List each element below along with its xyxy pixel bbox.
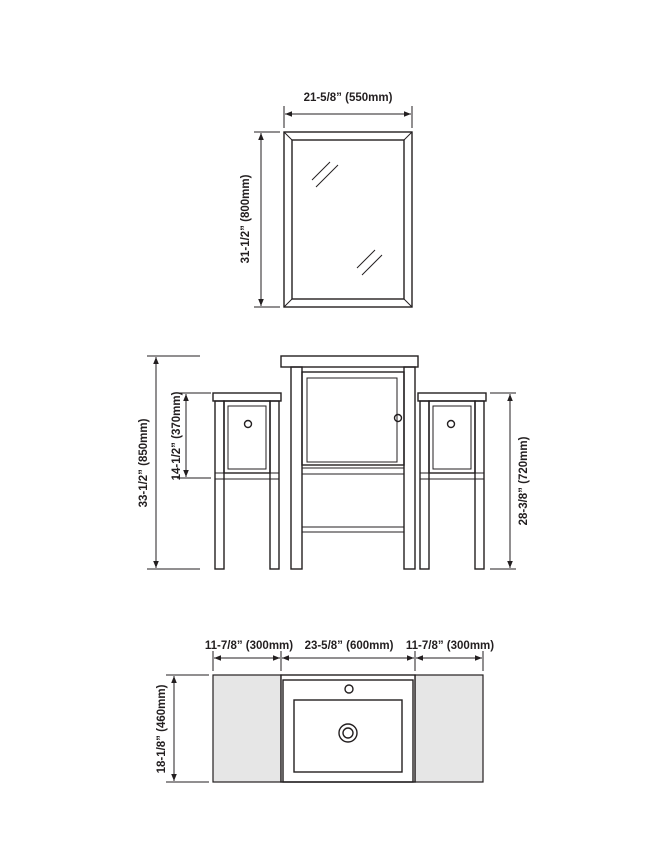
plan-right-table [415, 675, 483, 782]
front-elevation-view [138, 356, 530, 569]
mirror-height-label: 31-1/2” (800mm) [240, 174, 252, 264]
cabinet-height-label: 14-1/2” (370mm) [171, 391, 183, 481]
left-side-table [213, 393, 281, 569]
side-height-dimension [490, 393, 530, 569]
mirror-width-dimension [284, 92, 412, 128]
plan-left-width-label: 11-7/8” (300mm) [204, 640, 294, 652]
plan-depth-dimension [156, 675, 209, 782]
left-drawer-knob [245, 421, 252, 428]
plan-center-width-label: 23-5/8” (600mm) [304, 640, 394, 652]
cabinet-height-dimension [171, 391, 211, 480]
mirror-glass [292, 140, 404, 299]
center-countertop [281, 356, 418, 367]
center-cabinet-door [302, 372, 404, 465]
center-left-leg [291, 367, 302, 569]
plan-width-dimensions [205, 640, 494, 671]
right-drawer-knob [448, 421, 455, 428]
total-height-dimension [138, 356, 200, 569]
plan-depth-label: 18-1/8” (460mm) [156, 684, 168, 774]
plan-view [156, 640, 494, 782]
side-height-label: 28-3/8” (720mm) [518, 436, 530, 526]
right-side-table [418, 393, 486, 569]
mirror-outer-frame [284, 132, 412, 307]
center-door-knob [395, 415, 402, 422]
total-height-label: 33-1/2” (850mm) [138, 418, 150, 508]
mirror-reflection-marks [312, 162, 382, 275]
plan-right-width-label: 11-7/8” (300mm) [405, 640, 495, 652]
mirror-height-dimension [240, 132, 280, 307]
mirror-width-label: 21-5/8” (550mm) [303, 92, 393, 104]
mirror-view [240, 92, 412, 307]
center-right-leg [404, 367, 415, 569]
plan-left-table [213, 675, 281, 782]
